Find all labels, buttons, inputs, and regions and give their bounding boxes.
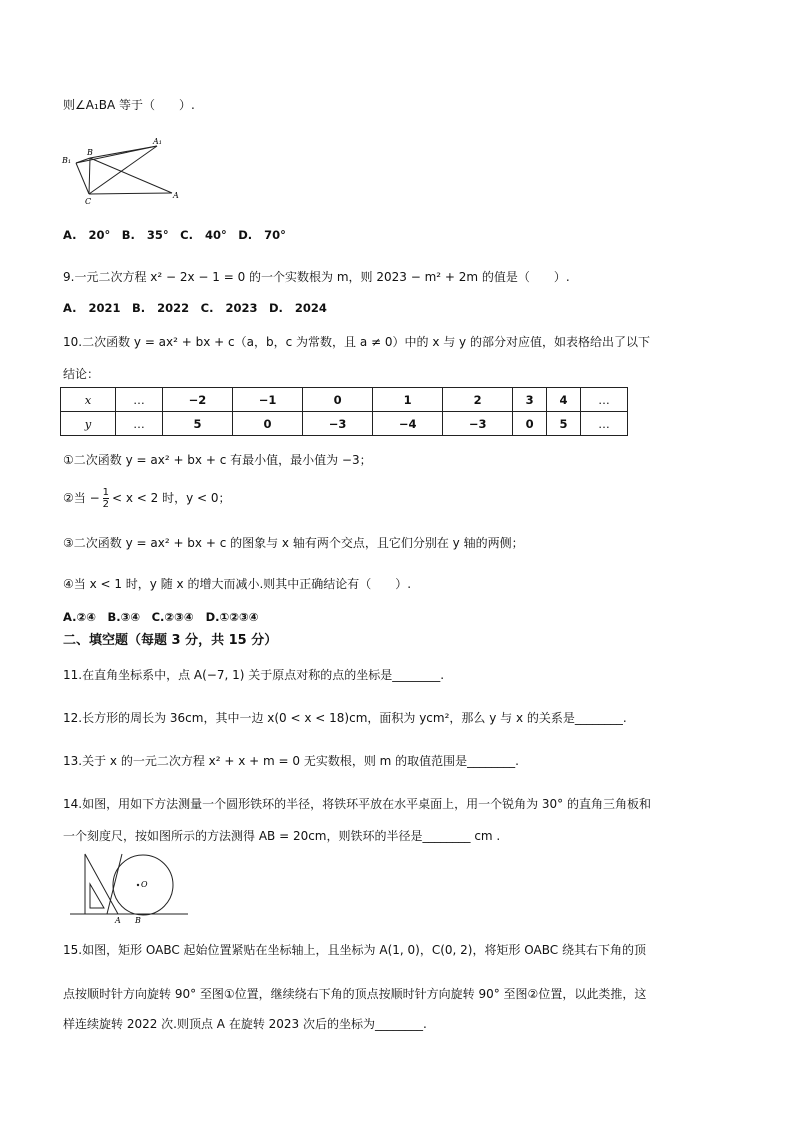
section-heading: 二、填空题（每题 3 分，共 15 分） — [63, 633, 278, 648]
table-row-y — [61, 412, 628, 436]
q12: 12.长方形的周长为 36cm，其中一边 x(0 < x < 18)cm，面积为 ycm²，那么 y 与 x 的关系是________. — [63, 711, 627, 725]
q10-stem-cont: 结论： — [63, 367, 100, 381]
table-cell: 4 — [547, 388, 581, 412]
label-a: A — [173, 191, 179, 200]
label-b: B — [87, 148, 93, 157]
q8-choices: A. 20° B. 35° C. 40° D. 70° — [63, 228, 286, 242]
label-o: O — [141, 880, 148, 889]
table-cell: 1 — [373, 388, 443, 412]
fraction-denominator: 2 — [102, 499, 110, 510]
q14-line-2: 一个刻度尺，按如图所示的方法测得 AB = 20cm，则铁环的半径是________ cm . — [63, 829, 501, 843]
q10-statement-1: ①二次函数 y = ax² + bx + c 有最小值，最小值为 −3； — [63, 453, 372, 467]
q8-figure — [60, 136, 185, 208]
label-a: A — [115, 916, 121, 925]
q15-line-3: 样连续旋转 2022 次.则顶点 A 在旋转 2023 次后的坐标为________. — [63, 1017, 427, 1031]
label-c: C — [85, 197, 92, 206]
table-cell: −1 — [233, 388, 303, 412]
table-cell: … — [580, 388, 627, 412]
table-head-x: x — [61, 388, 116, 412]
q15-line-2: 点按顺时针方向旋转 90° 至图①位置，继续绕右下角的顶点按顺时针方向旋转 90° 至图②位置，以此类推，这 — [63, 987, 647, 1001]
fraction-numerator: 1 — [102, 487, 110, 498]
q9-choices: A. 2021 B. 2022 C. 2023 D. 2024 — [63, 301, 327, 315]
table-cell: 5 — [162, 412, 232, 436]
q11: 11.在直角坐标系中，点 A(−7, 1) 关于原点对称的点的坐标是________. — [63, 668, 445, 682]
q10-choices: A.②④ B.③④ C.②③④ D.①②③④ — [63, 610, 259, 624]
q14-figure — [68, 852, 193, 924]
fraction — [103, 487, 109, 510]
table-cell: −2 — [162, 388, 232, 412]
table-cell: … — [116, 412, 163, 436]
table-head-y: y — [61, 412, 116, 436]
q15-line-1: 15.如图，矩形 OABC 起始位置紧贴在坐标轴上，且坐标为 A(1, 0)，C(0, 2)，将矩形 OABC 绕其右下角的顶 — [63, 943, 646, 957]
q10-statement-4: ④当 x < 1 时，y 随 x 的增大而减小.则其中正确结论有（ ）. — [63, 577, 412, 591]
xy-value-table — [60, 387, 628, 436]
q10-stem: 10.二次函数 y = ax² + bx + c（a，b，c 为常数，且 a ≠ 0）中的 x 与 y 的部分对应值，如表格给出了以下 — [63, 335, 650, 349]
table-cell: 5 — [547, 412, 581, 436]
q10-statement-3: ③二次函数 y = ax² + bx + c 的图象与 x 轴有两个交点，且它们分别在 y 轴的两侧； — [63, 536, 524, 550]
table-row-x — [61, 388, 628, 412]
label-a1: A₁ — [153, 137, 162, 146]
q9-stem: 9.一元二次方程 x² − 2x − 1 = 0 的一个实数根为 m，则 2023 − m² + 2m 的值是（ ）. — [63, 270, 570, 284]
q13: 13.关于 x 的一元二次方程 x² + x + m = 0 无实数根，则 m 的取值范围是________. — [63, 754, 519, 768]
s2-suffix: < x < 2 时，y < 0； — [112, 491, 231, 505]
table-cell: … — [116, 388, 163, 412]
table-cell: 3 — [513, 388, 547, 412]
s2-prefix: ②当 − — [63, 491, 100, 505]
table-cell: −3 — [443, 412, 513, 436]
table-cell: 0 — [513, 412, 547, 436]
table-cell: 0 — [303, 388, 373, 412]
label-b: B — [135, 916, 141, 925]
table-cell: … — [580, 412, 627, 436]
table-cell: 2 — [443, 388, 513, 412]
q14-line-1: 14.如图，用如下方法测量一个圆形铁环的半径，将铁环平放在水平桌面上，用一个锐角为 30° 的直角三角板和 — [63, 797, 651, 811]
table-cell: 0 — [233, 412, 303, 436]
label-b1: B₁ — [62, 156, 72, 165]
table-cell: −3 — [303, 412, 373, 436]
table-cell: −4 — [373, 412, 443, 436]
q10-statement-2 — [63, 487, 231, 510]
q8-stem: 则∠A₁BA 等于（ ）. — [63, 98, 195, 112]
